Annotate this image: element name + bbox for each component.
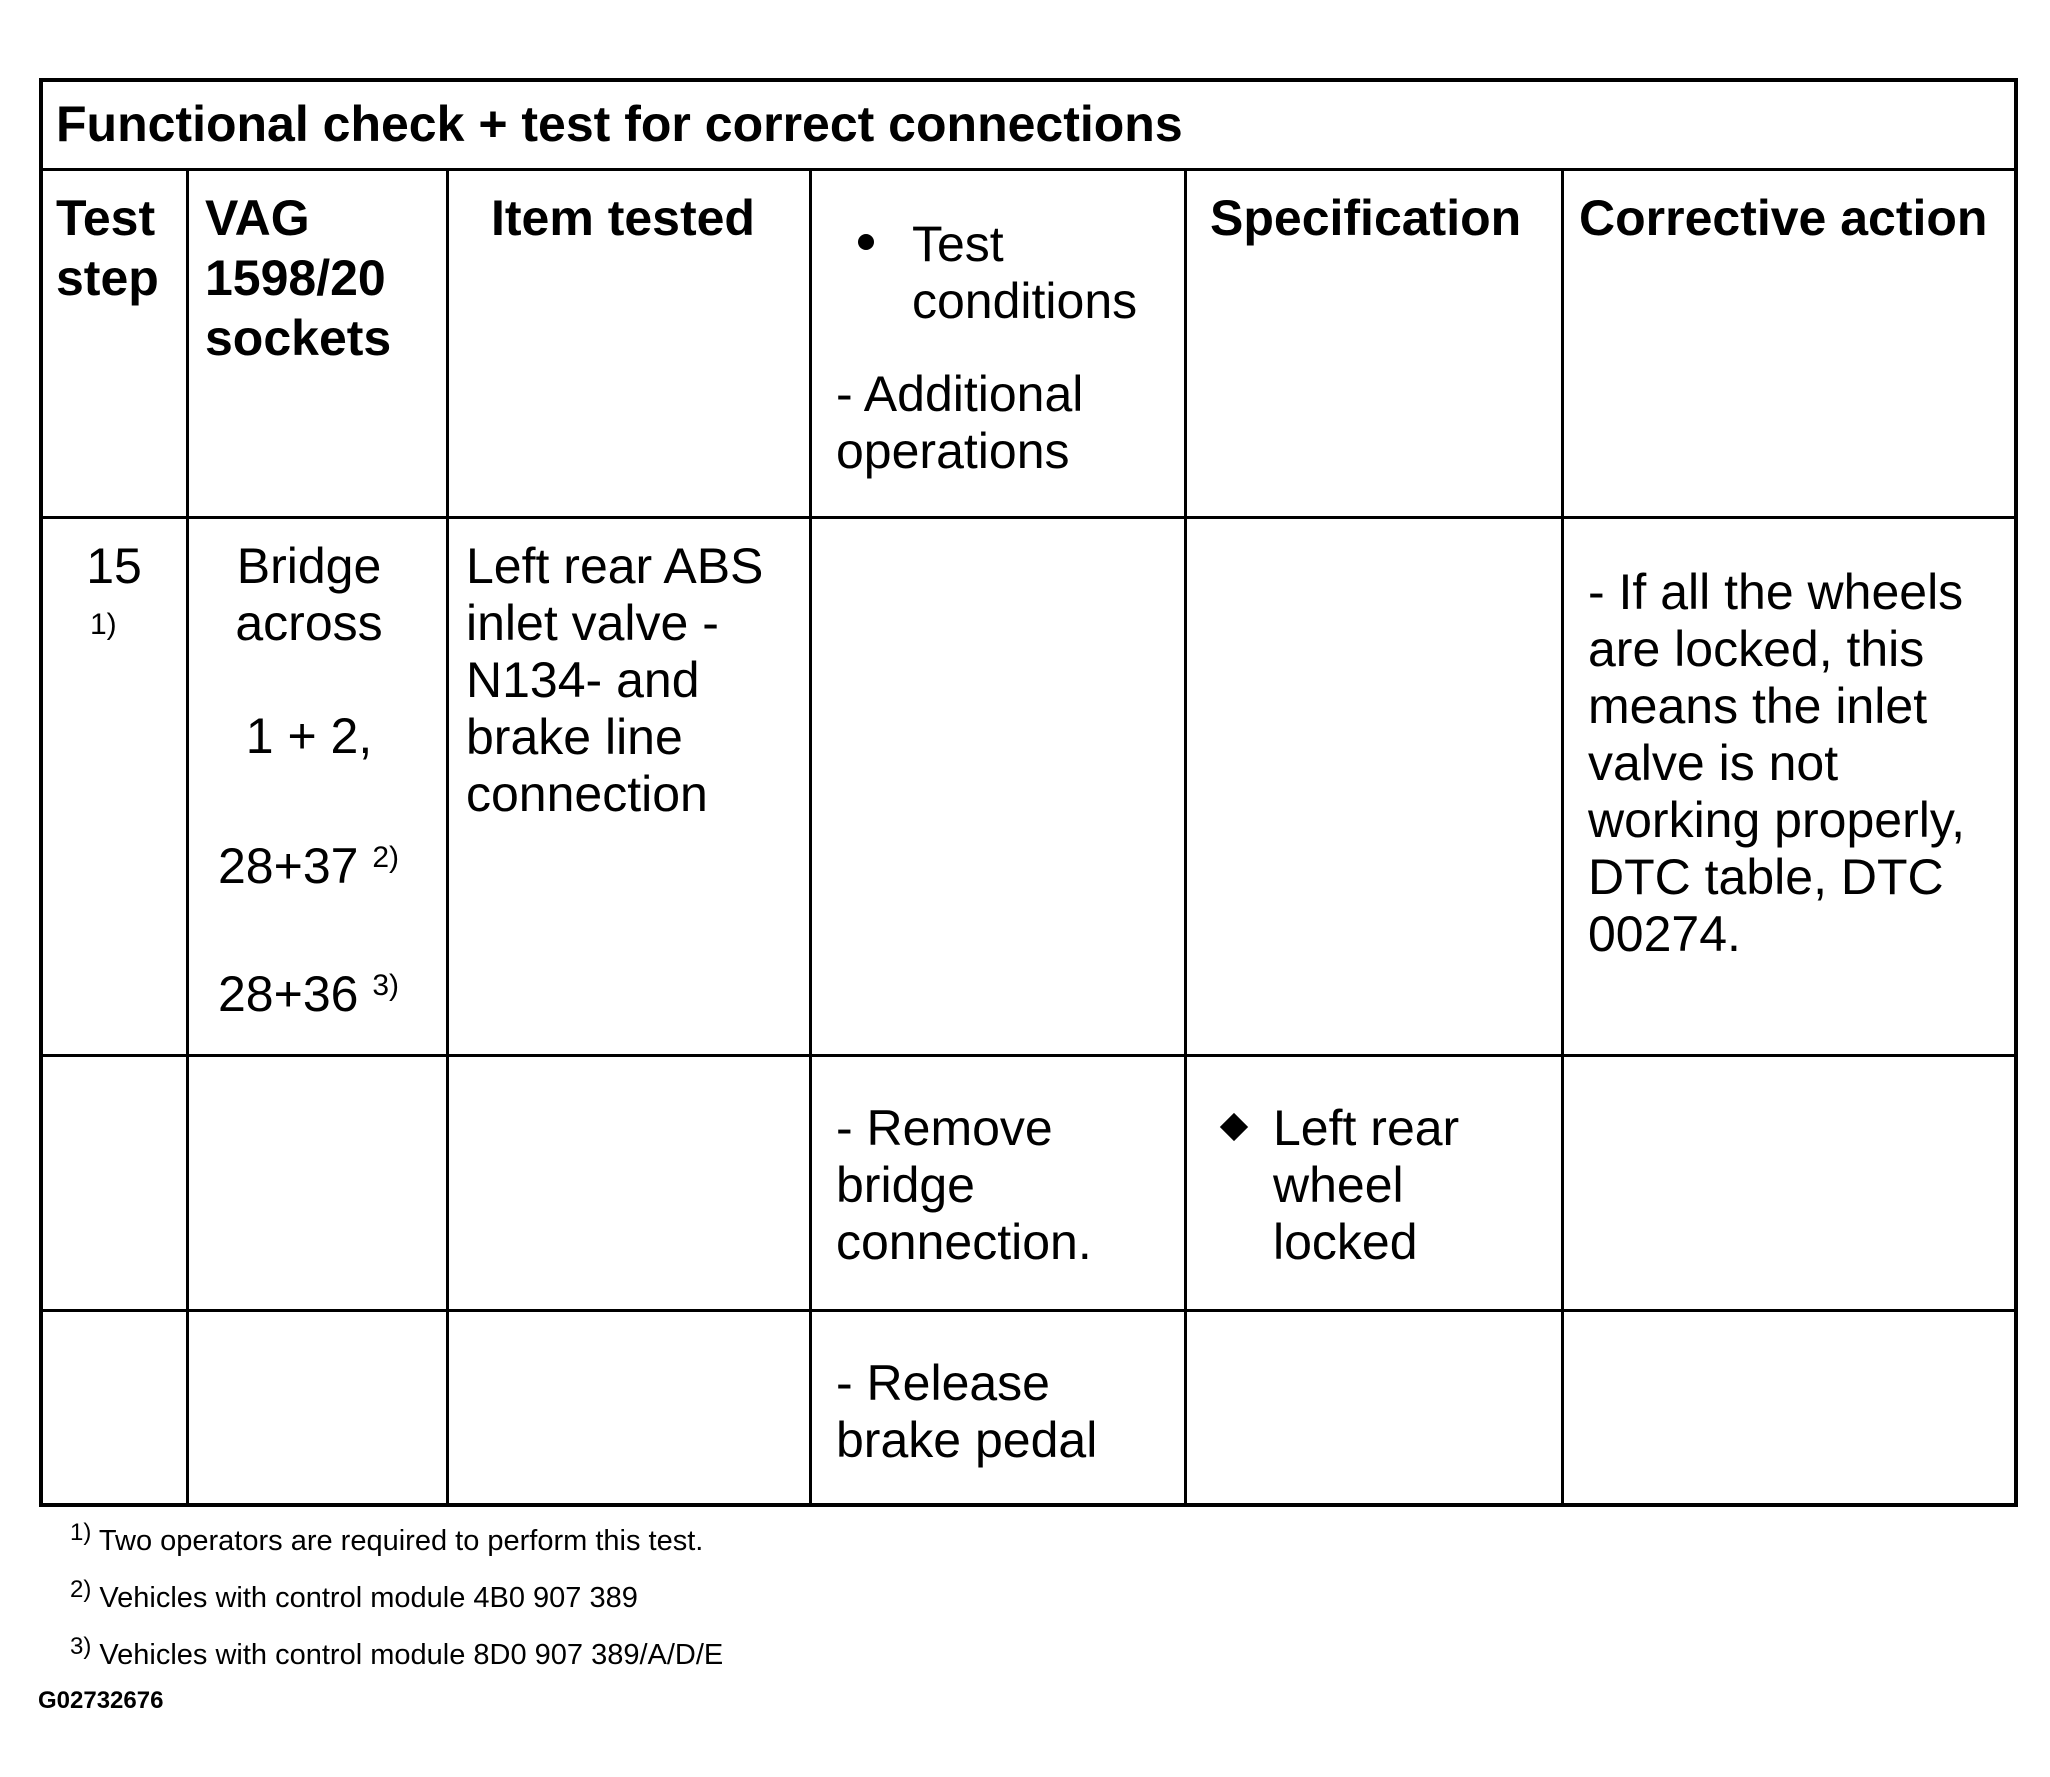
row1-corrective-action: - If all the wheels are locked, this means the inlet valve is not working properly, DTC table, DTC 00274.: [1588, 564, 1966, 962]
col-divider-4: [1184, 168, 1187, 1507]
header-test-conditions: Test conditions: [912, 216, 1138, 329]
col-divider-2: [446, 168, 449, 1507]
figure-code: G02732676: [38, 1687, 164, 1714]
row1-socket-pair-3: 28+36 $^{3)}$: [218, 966, 400, 1022]
bullet-dot-icon: [858, 234, 874, 250]
header-item-tested: Item tested: [491, 190, 755, 246]
footnote-2: $^{2)}$ Vehicles with control module 4B0 907 389: [70, 1576, 638, 1614]
header-additional-operations: - Additional operations: [836, 366, 1084, 479]
footnote-3: $^{3)}$ Vehicles with control module 8D0 907 389/A/D/E: [70, 1633, 724, 1671]
footnote-1: $^{1)}$ Two operators are required to perform this test.: [70, 1519, 704, 1557]
header-divider: [39, 516, 2018, 519]
header-corrective-action: Corrective action: [1579, 190, 1988, 246]
header-sockets: VAG 1598/20 sockets: [205, 190, 392, 366]
header-specification: Specification: [1210, 190, 1522, 246]
row2-specification: Left rear wheel locked: [1273, 1100, 1460, 1270]
header-test-step: Test step: [56, 190, 159, 306]
row1-sockets: Bridge across 1 + 2,: [235, 538, 383, 764]
row1-divider: [39, 1054, 2018, 1057]
row1-step: 15: [86, 538, 142, 594]
row1-socket-pair-2: 28+37 $^{2)}$: [218, 838, 400, 894]
table-title: Functional check + test for correct connections: [56, 96, 1183, 152]
row1-item-tested: Left rear ABS inlet valve - N134- and brake line connection: [466, 538, 764, 822]
row1-step-footnote: 1): [90, 608, 117, 641]
col-divider-1: [186, 168, 189, 1507]
col-divider-3: [809, 168, 812, 1507]
title-divider: [39, 168, 2018, 171]
row2-operation: - Remove bridge connection.: [836, 1100, 1092, 1270]
row2-divider: [39, 1309, 2018, 1312]
col-divider-5: [1561, 168, 1564, 1507]
row3-operation: - Release brake pedal: [836, 1355, 1098, 1468]
